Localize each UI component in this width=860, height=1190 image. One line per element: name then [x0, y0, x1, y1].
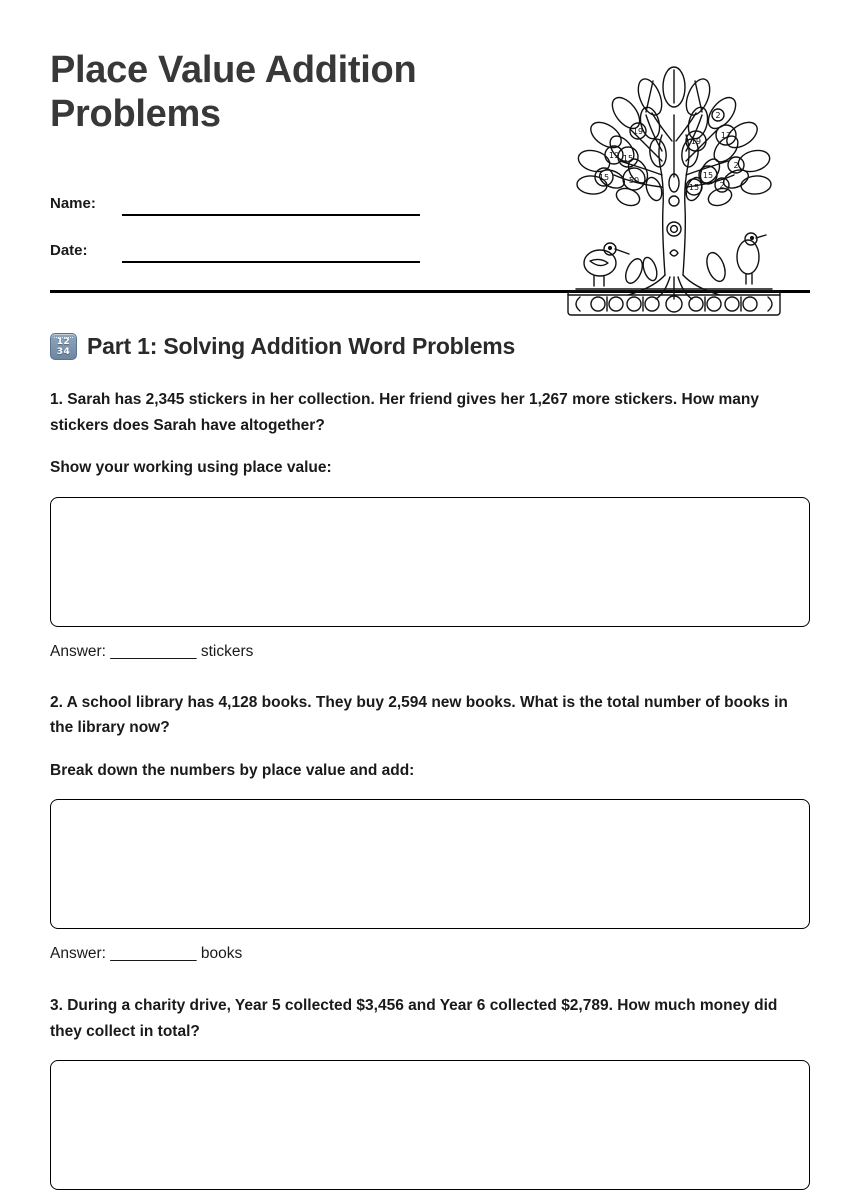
question-2-answer-blank[interactable]: __________ — [110, 945, 197, 962]
name-field-label: Name: — [50, 195, 96, 212]
question-1-text: 1. Sarah has 2,345 stickers in her collection. Her friend gives her 1,267 more stickers. How many stickers does Sarah have altogether? — [50, 391, 760, 434]
svg-text:2: 2 — [715, 111, 721, 120]
tree-illustration — [558, 57, 790, 319]
svg-text:15: 15 — [702, 171, 714, 180]
svg-text:2: 2 — [719, 181, 725, 190]
question-1 — [50, 387, 810, 663]
svg-text:17: 17 — [720, 131, 732, 140]
question-3-working-box[interactable] — [50, 1060, 810, 1190]
name-field-input-line[interactable] — [122, 214, 420, 216]
question-2 — [50, 690, 810, 966]
question-1-answer-blank[interactable]: __________ — [110, 642, 197, 660]
question-2-answer-line — [50, 943, 810, 965]
worksheet-header — [50, 0, 810, 290]
section-title: Part 1: Solving Addition Word Problems — [87, 333, 516, 359]
question-2-answer-unit: books — [200, 945, 243, 962]
svg-text:19: 19 — [632, 127, 644, 136]
svg-text:15: 15 — [598, 173, 610, 182]
input-numbers-icon — [50, 333, 77, 360]
question-3-text: 3. During a charity drive, Year 5 collected $3,456 and Year 6 collected $2,789. How much money did they collect in total? — [50, 997, 778, 1040]
svg-text:15: 15 — [622, 154, 634, 163]
question-2-instruction: Break down the numbers by place value and add: — [50, 761, 415, 779]
page-title: Place Value Addition Problems — [50, 49, 417, 135]
question-1-working-box[interactable] — [50, 497, 810, 627]
icon-top-bar — [54, 337, 73, 340]
icon-digits-top: 12 — [56, 336, 71, 347]
question-1-instruction: Show your working using place value: — [50, 459, 332, 476]
question-1-answer-prefix: Answer: — [50, 642, 106, 660]
svg-text:15: 15 — [688, 183, 700, 192]
question-1-answer-unit: stickers — [200, 642, 254, 660]
tree-of-life-graphic — [558, 57, 790, 319]
icon-digits-bottom: 34 — [56, 346, 71, 357]
question-1-answer-line — [50, 641, 810, 663]
question-2-text: 2. A school library has 4,128 books. They buy 2,594 new books. What is the total number of books in the library now? — [50, 693, 788, 736]
svg-text:50: 50 — [628, 176, 640, 185]
question-2-answer-prefix: Answer: — [50, 945, 106, 962]
svg-text:19: 19 — [608, 151, 620, 160]
svg-text:2: 2 — [733, 161, 739, 170]
date-field-label: Date: — [50, 242, 88, 259]
section-heading — [50, 333, 810, 360]
date-field-input-line[interactable] — [122, 261, 420, 263]
question-2-working-box[interactable] — [50, 799, 810, 929]
question-3 — [50, 993, 810, 1190]
svg-text:19: 19 — [690, 137, 702, 146]
